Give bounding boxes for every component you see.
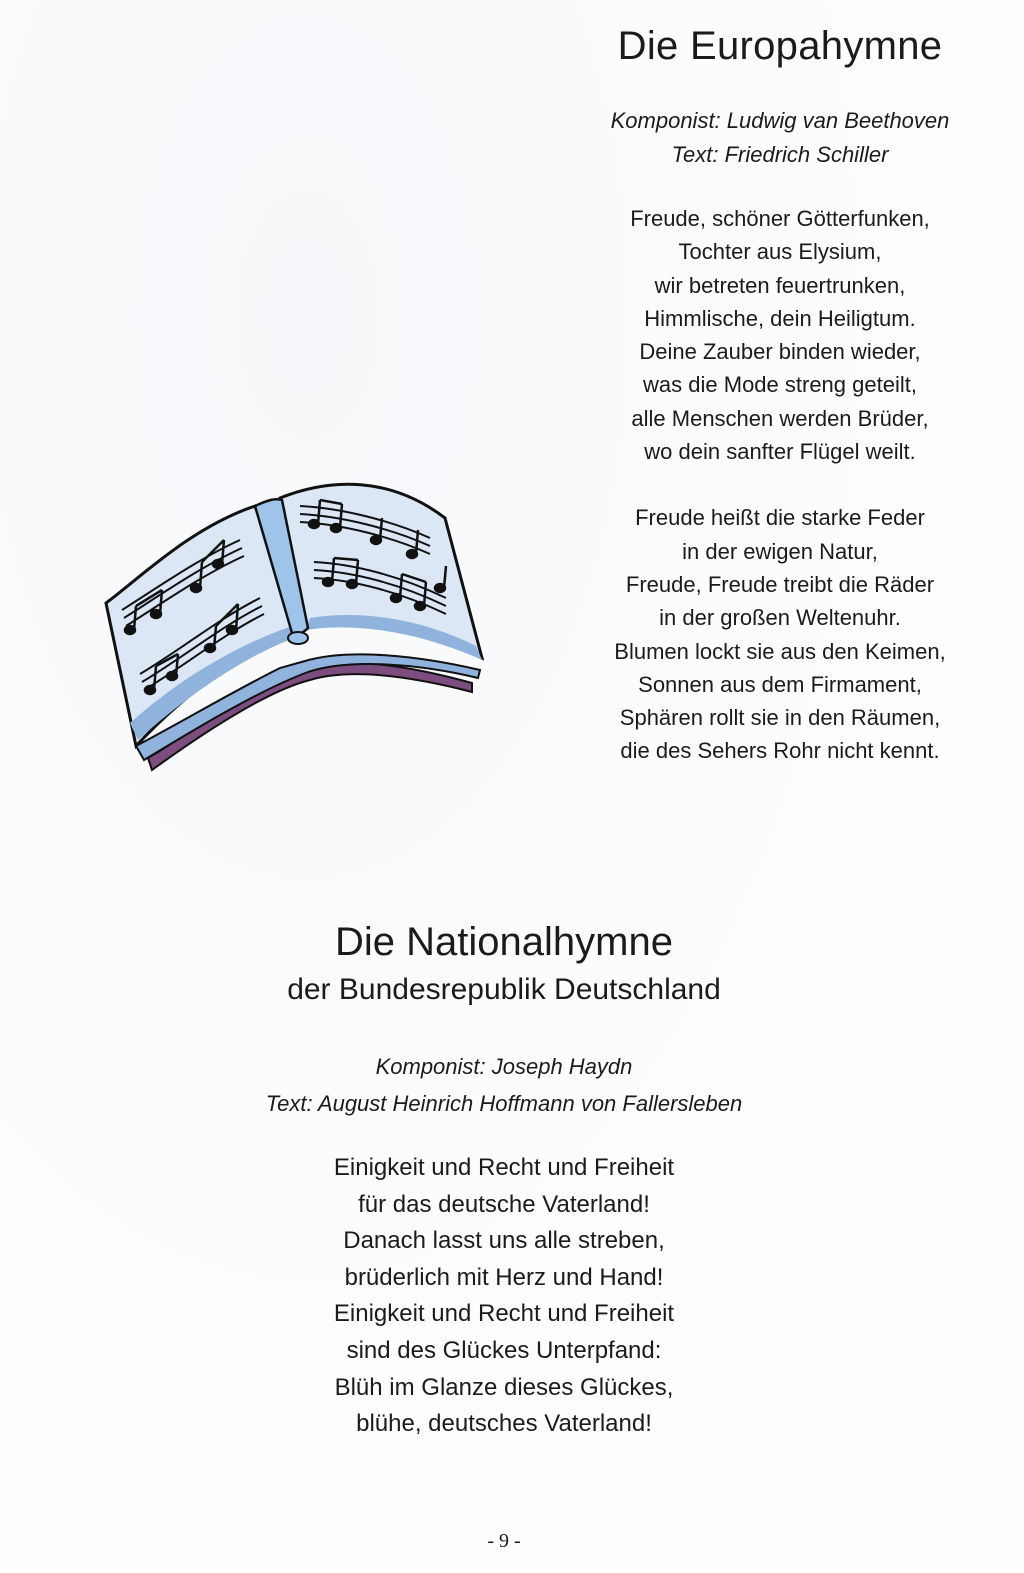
nationalhymne-credits (0, 1048, 1008, 1122)
lyric-line: Einigkeit und Recht und Freiheit (333, 1154, 675, 1181)
lyric-line: Sphären rollt sie in den Räumen, (619, 705, 941, 731)
lyric-line: Himmlische, dein Heiligtum. (644, 305, 916, 331)
europahymne-section (560, 20, 1000, 768)
book-right-page (280, 484, 482, 658)
europahymne-title: Die Europahymne (617, 24, 943, 68)
nationalhymne-stanza (0, 1150, 1008, 1443)
europahymne-stanza-1 (560, 202, 1000, 468)
europahymne-lyricist: Text: Friedrich Schiller (671, 142, 889, 167)
europahymne-composer: Komponist: Ludwig van Beethoven (610, 108, 950, 133)
lyric-line: Freude, Freude treibt die Räder (625, 571, 935, 597)
lyric-line: Freude heißt die starke Feder (635, 505, 925, 531)
lyric-line: Sonnen aus dem Firmament, (638, 671, 922, 697)
lyric-line: alle Menschen werden Brüder, (631, 405, 929, 431)
lyric-line: Deine Zauber binden wieder, (639, 339, 921, 365)
lyric-line: Blumen lockt sie aus den Keimen, (614, 638, 946, 664)
lyric-line: in der großen Weltenuhr. (659, 605, 901, 631)
lyric-line: blühe, deutsches Vaterland! (356, 1410, 652, 1438)
lyric-line: brüderlich mit Herz und Hand! (344, 1263, 664, 1291)
lyric-line: was die Mode streng geteilt, (643, 372, 917, 398)
nationalhymne-title: Die Nationalhymne (335, 920, 673, 964)
nationalhymne-composer: Komponist: Joseph Haydn (375, 1054, 633, 1079)
lyric-line: Einigkeit und Recht und Freiheit (333, 1300, 675, 1328)
book-spine-knob (288, 632, 308, 644)
lyric-line: Freude, schöner Götterfunken, (630, 206, 930, 231)
lyric-line: die des Sehers Rohr nicht kennt. (620, 738, 940, 764)
page-number: - 9 - (487, 1530, 521, 1552)
lyric-line: in der ewigen Natur, (682, 538, 878, 564)
nationalhymne-subtitle: der Bundesrepublik Deutschland (287, 973, 721, 1006)
lyric-line: sind des Glückes Unterpfand: (346, 1336, 662, 1364)
nationalhymne-section (0, 916, 1008, 1443)
music-book-icon (100, 478, 490, 773)
nationalhymne-lyricist: Text: August Heinrich Hoffmann von Fallersleben (265, 1091, 743, 1116)
europahymne-stanza-2 (560, 501, 1000, 767)
lyric-line: Blüh im Glanze dieses Glückes, (334, 1373, 674, 1401)
lyric-line: Tochter aus Elysium, (678, 239, 882, 265)
lyric-line: für das deutsche Vaterland! (358, 1190, 650, 1218)
europahymne-credits (560, 104, 1000, 172)
lyric-line: wo dein sanfter Flügel weilt. (644, 439, 916, 465)
lyric-line: Danach lasst uns alle streben, (343, 1227, 665, 1255)
lyric-line: wir betreten feuertrunken, (654, 272, 906, 298)
